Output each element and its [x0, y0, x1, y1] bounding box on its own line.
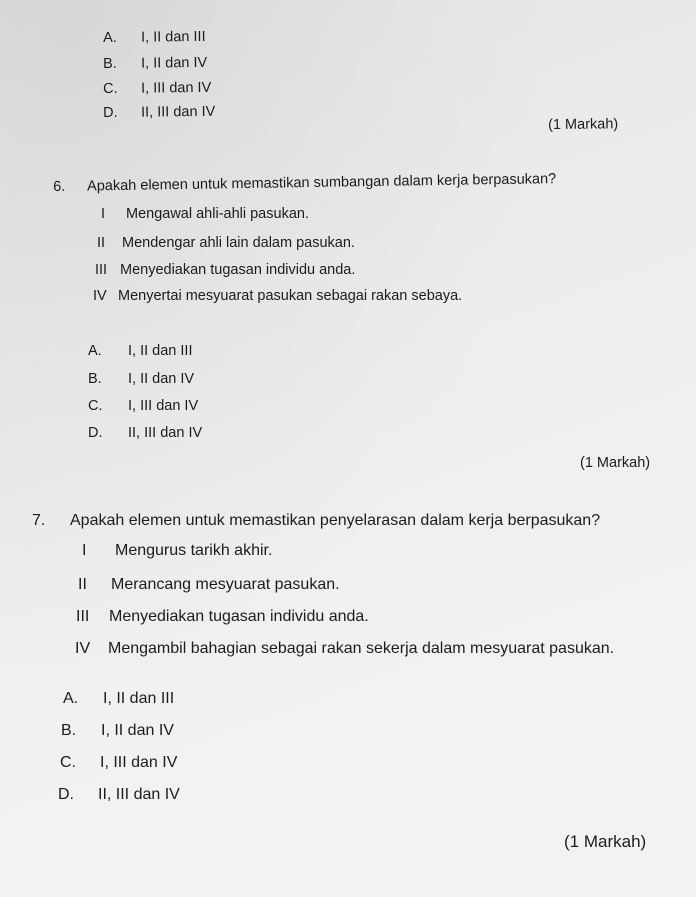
statement-numeral: II: [97, 235, 106, 251]
option-letter: A.: [63, 690, 79, 707]
statement-text: Menyediakan tugasan individu anda.: [120, 262, 356, 278]
statement-numeral: IV: [93, 288, 107, 304]
option-letter: D.: [88, 425, 103, 441]
option-letter: C.: [103, 80, 118, 97]
option-text: I, II dan IV: [128, 371, 195, 387]
option-letter: C.: [60, 754, 76, 771]
option-text: I, III dan IV: [140, 79, 212, 97]
statement-numeral: I: [82, 542, 87, 559]
statement-text: Menyediakan tugasan individu anda.: [109, 608, 369, 625]
option-text: I, II dan III: [128, 343, 193, 359]
statement-text: Menyertai mesyuarat pasukan sebagai rakan sebaya.: [118, 288, 463, 304]
question-text: Apakah elemen untuk memastikan sumbangan dalam kerja berpasukan?: [86, 171, 557, 195]
option-letter: B.: [61, 722, 77, 739]
statement-numeral: IV: [75, 640, 91, 657]
option-text: II, III dan IV: [98, 786, 180, 803]
q7-marks: (1 Markah): [564, 832, 647, 851]
option-letter: A.: [88, 343, 102, 359]
statement-numeral: III: [76, 608, 90, 625]
option-letter: B.: [88, 371, 102, 387]
q5-marks: (1 Markah): [548, 116, 619, 133]
option-text: II, III dan IV: [128, 425, 203, 441]
statement-text: Mengambil bahagian sebagai rakan sekerja dalam mesyuarat pasukan.: [108, 640, 615, 657]
option-text: II, III dan IV: [140, 103, 216, 121]
option-letter: B.: [103, 55, 117, 72]
question-number: 7.: [32, 512, 46, 529]
question-number: 6.: [53, 178, 66, 195]
option-text: I, III dan IV: [128, 398, 199, 414]
option-text: I, II dan III: [140, 28, 206, 46]
option-text: I, II dan IV: [101, 722, 174, 739]
statement-text: Mendengar ahli lain dalam pasukan.: [122, 235, 355, 251]
option-letter: D.: [103, 104, 118, 121]
option-text: I, II dan III: [103, 690, 175, 707]
option-letter: A.: [103, 29, 117, 46]
statement-text: Merancang mesyuarat pasukan.: [111, 576, 340, 593]
option-letter: D.: [58, 786, 74, 803]
option-text: I, II dan IV: [140, 54, 208, 72]
option-letter: C.: [88, 398, 103, 414]
statement-numeral: II: [78, 576, 87, 593]
statement-text: Mengawal ahli-ahli pasukan.: [126, 206, 309, 222]
question-text: Apakah elemen untuk memastikan penyelarasan dalam kerja berpasukan?: [70, 512, 601, 529]
statement-numeral: I: [101, 206, 106, 222]
q6-marks: (1 Markah): [580, 455, 651, 471]
statement-numeral: III: [95, 262, 108, 278]
statement-text: Mengurus tarikh akhir.: [115, 542, 273, 559]
option-text: I, III dan IV: [100, 754, 178, 771]
